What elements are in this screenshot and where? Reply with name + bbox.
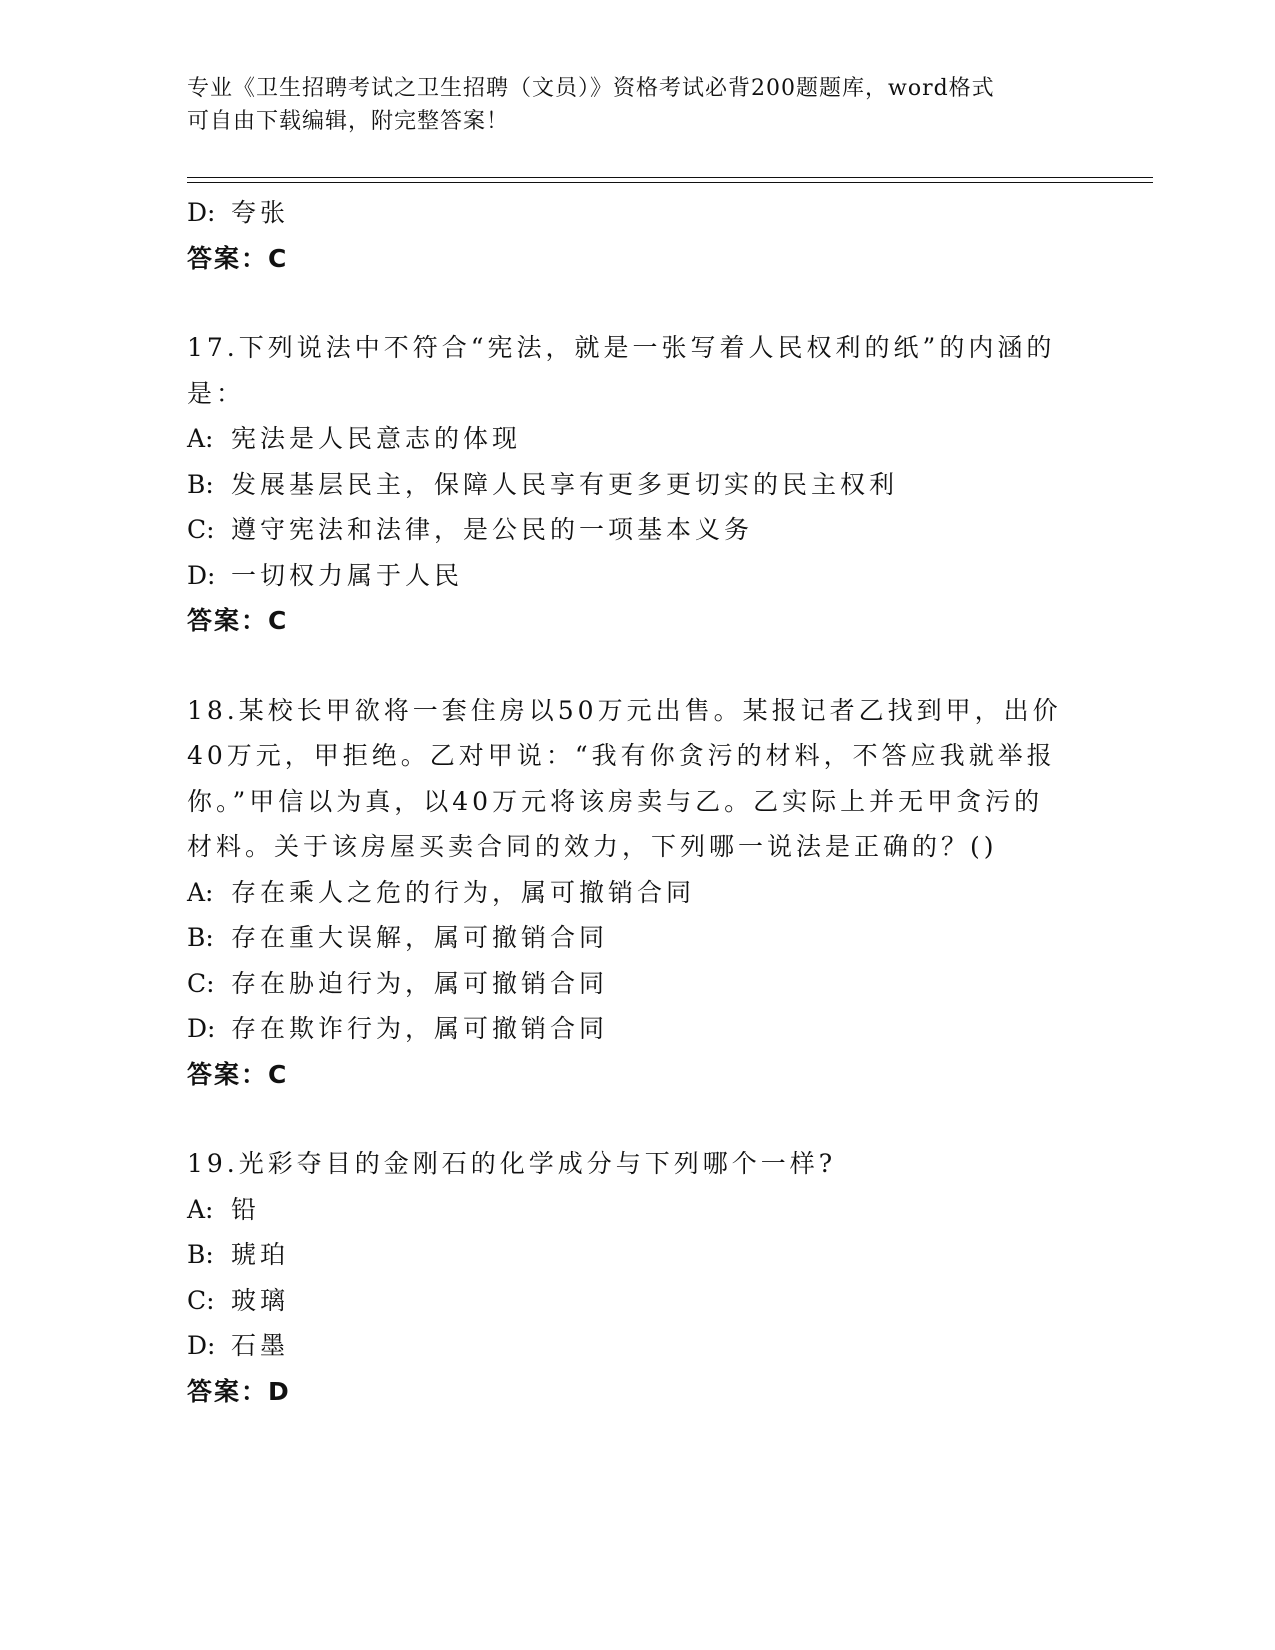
option-text: 铅: [231, 1194, 261, 1224]
header-rule-bottom: [187, 182, 1153, 183]
answer-line: 答案：C: [187, 1059, 289, 1089]
question-17: [187, 325, 1087, 644]
option-label: C:: [187, 1285, 215, 1315]
option-c: [187, 1278, 1087, 1324]
option-label: A:: [187, 1194, 214, 1224]
question-18: [187, 688, 1087, 1098]
option-text: 玻璃: [231, 1285, 290, 1315]
option-b: [187, 462, 1087, 508]
option-label: A:: [187, 877, 214, 907]
spacer: [187, 281, 1087, 325]
answer-line: 答案：D: [187, 1376, 291, 1406]
option-d: [187, 1323, 1087, 1369]
option-c: [187, 507, 1087, 553]
option-text: 发展基层民主，保障人民享有更多更切实的民主权利: [231, 469, 899, 499]
question-stem-line: 17.下列说法中不符合“宪法，就是一张写着人民权利的纸”的内涵的: [187, 333, 1056, 362]
option-text: 夸张: [231, 198, 290, 227]
question-stem-line: 你。”甲信以为真，以40万元将该房卖与乙。乙实际上并无甲贪污的: [187, 786, 1044, 816]
option-label: B:: [187, 469, 214, 499]
option-label: D:: [187, 1331, 216, 1360]
option-text: 存在乘人之危的行为，属可撤销合同: [231, 877, 696, 907]
option-label: D:: [187, 560, 216, 590]
option-label: D:: [187, 198, 216, 227]
option-text: 一切权力属于人民: [231, 560, 464, 590]
option-a: [187, 1187, 1087, 1233]
option-text: 存在重大误解，属可撤销合同: [231, 923, 609, 952]
question-stem-line: 40万元，甲拒绝。乙对甲说：“我有你贪污的材料，不答应我就举报: [187, 741, 1056, 770]
spacer: [187, 644, 1087, 688]
option-b: [187, 915, 1087, 961]
question-19: [187, 1141, 1087, 1414]
option-text: 遵守宪法和法律，是公民的一项基本义务: [231, 515, 754, 544]
option-text: 石墨: [231, 1331, 290, 1360]
option-text: 存在欺诈行为，属可撤销合同: [231, 1014, 609, 1043]
spacer: [187, 1097, 1087, 1141]
header-rule-top: [187, 177, 1153, 178]
question-stem-line: 材料。关于该房屋买卖合同的效力，下列哪一说法是正确的？(): [187, 832, 998, 861]
option-label: C:: [187, 968, 215, 998]
option-label: B:: [187, 923, 214, 952]
option-label: B:: [187, 1240, 214, 1269]
option-label: C:: [187, 515, 215, 544]
answer-line: 答案：C: [187, 243, 289, 273]
document-body: [187, 190, 1087, 1414]
option-d: [187, 1006, 1087, 1052]
header-line-2: 可自由下载编辑，附完整答案！: [187, 109, 510, 134]
option-d: [187, 553, 1087, 599]
header-line-1: 专业《卫生招聘考试之卫生招聘（文员）》资格考试必背200题题库，word格式: [187, 76, 995, 101]
option-text: 宪法是人民意志的体现: [231, 424, 522, 453]
question-stem-line: 是：: [187, 378, 246, 408]
option-d: [187, 190, 1087, 236]
option-text: 琥珀: [231, 1240, 290, 1269]
question-stem-line: 18.某校长甲欲将一套住房以50万元出售。某报记者乙找到甲，出价: [187, 695, 1062, 725]
option-c: [187, 961, 1087, 1007]
option-label: A:: [187, 424, 214, 453]
answer-line: 答案：C: [187, 606, 289, 635]
option-text: 存在胁迫行为，属可撤销合同: [231, 968, 609, 998]
option-a: [187, 416, 1087, 462]
option-a: [187, 870, 1087, 916]
question-stem-line: 19.光彩夺目的金刚石的化学成分与下列哪个一样?: [187, 1149, 837, 1178]
document-header: [187, 72, 1087, 138]
option-b: [187, 1232, 1087, 1278]
option-label: D:: [187, 1014, 216, 1043]
